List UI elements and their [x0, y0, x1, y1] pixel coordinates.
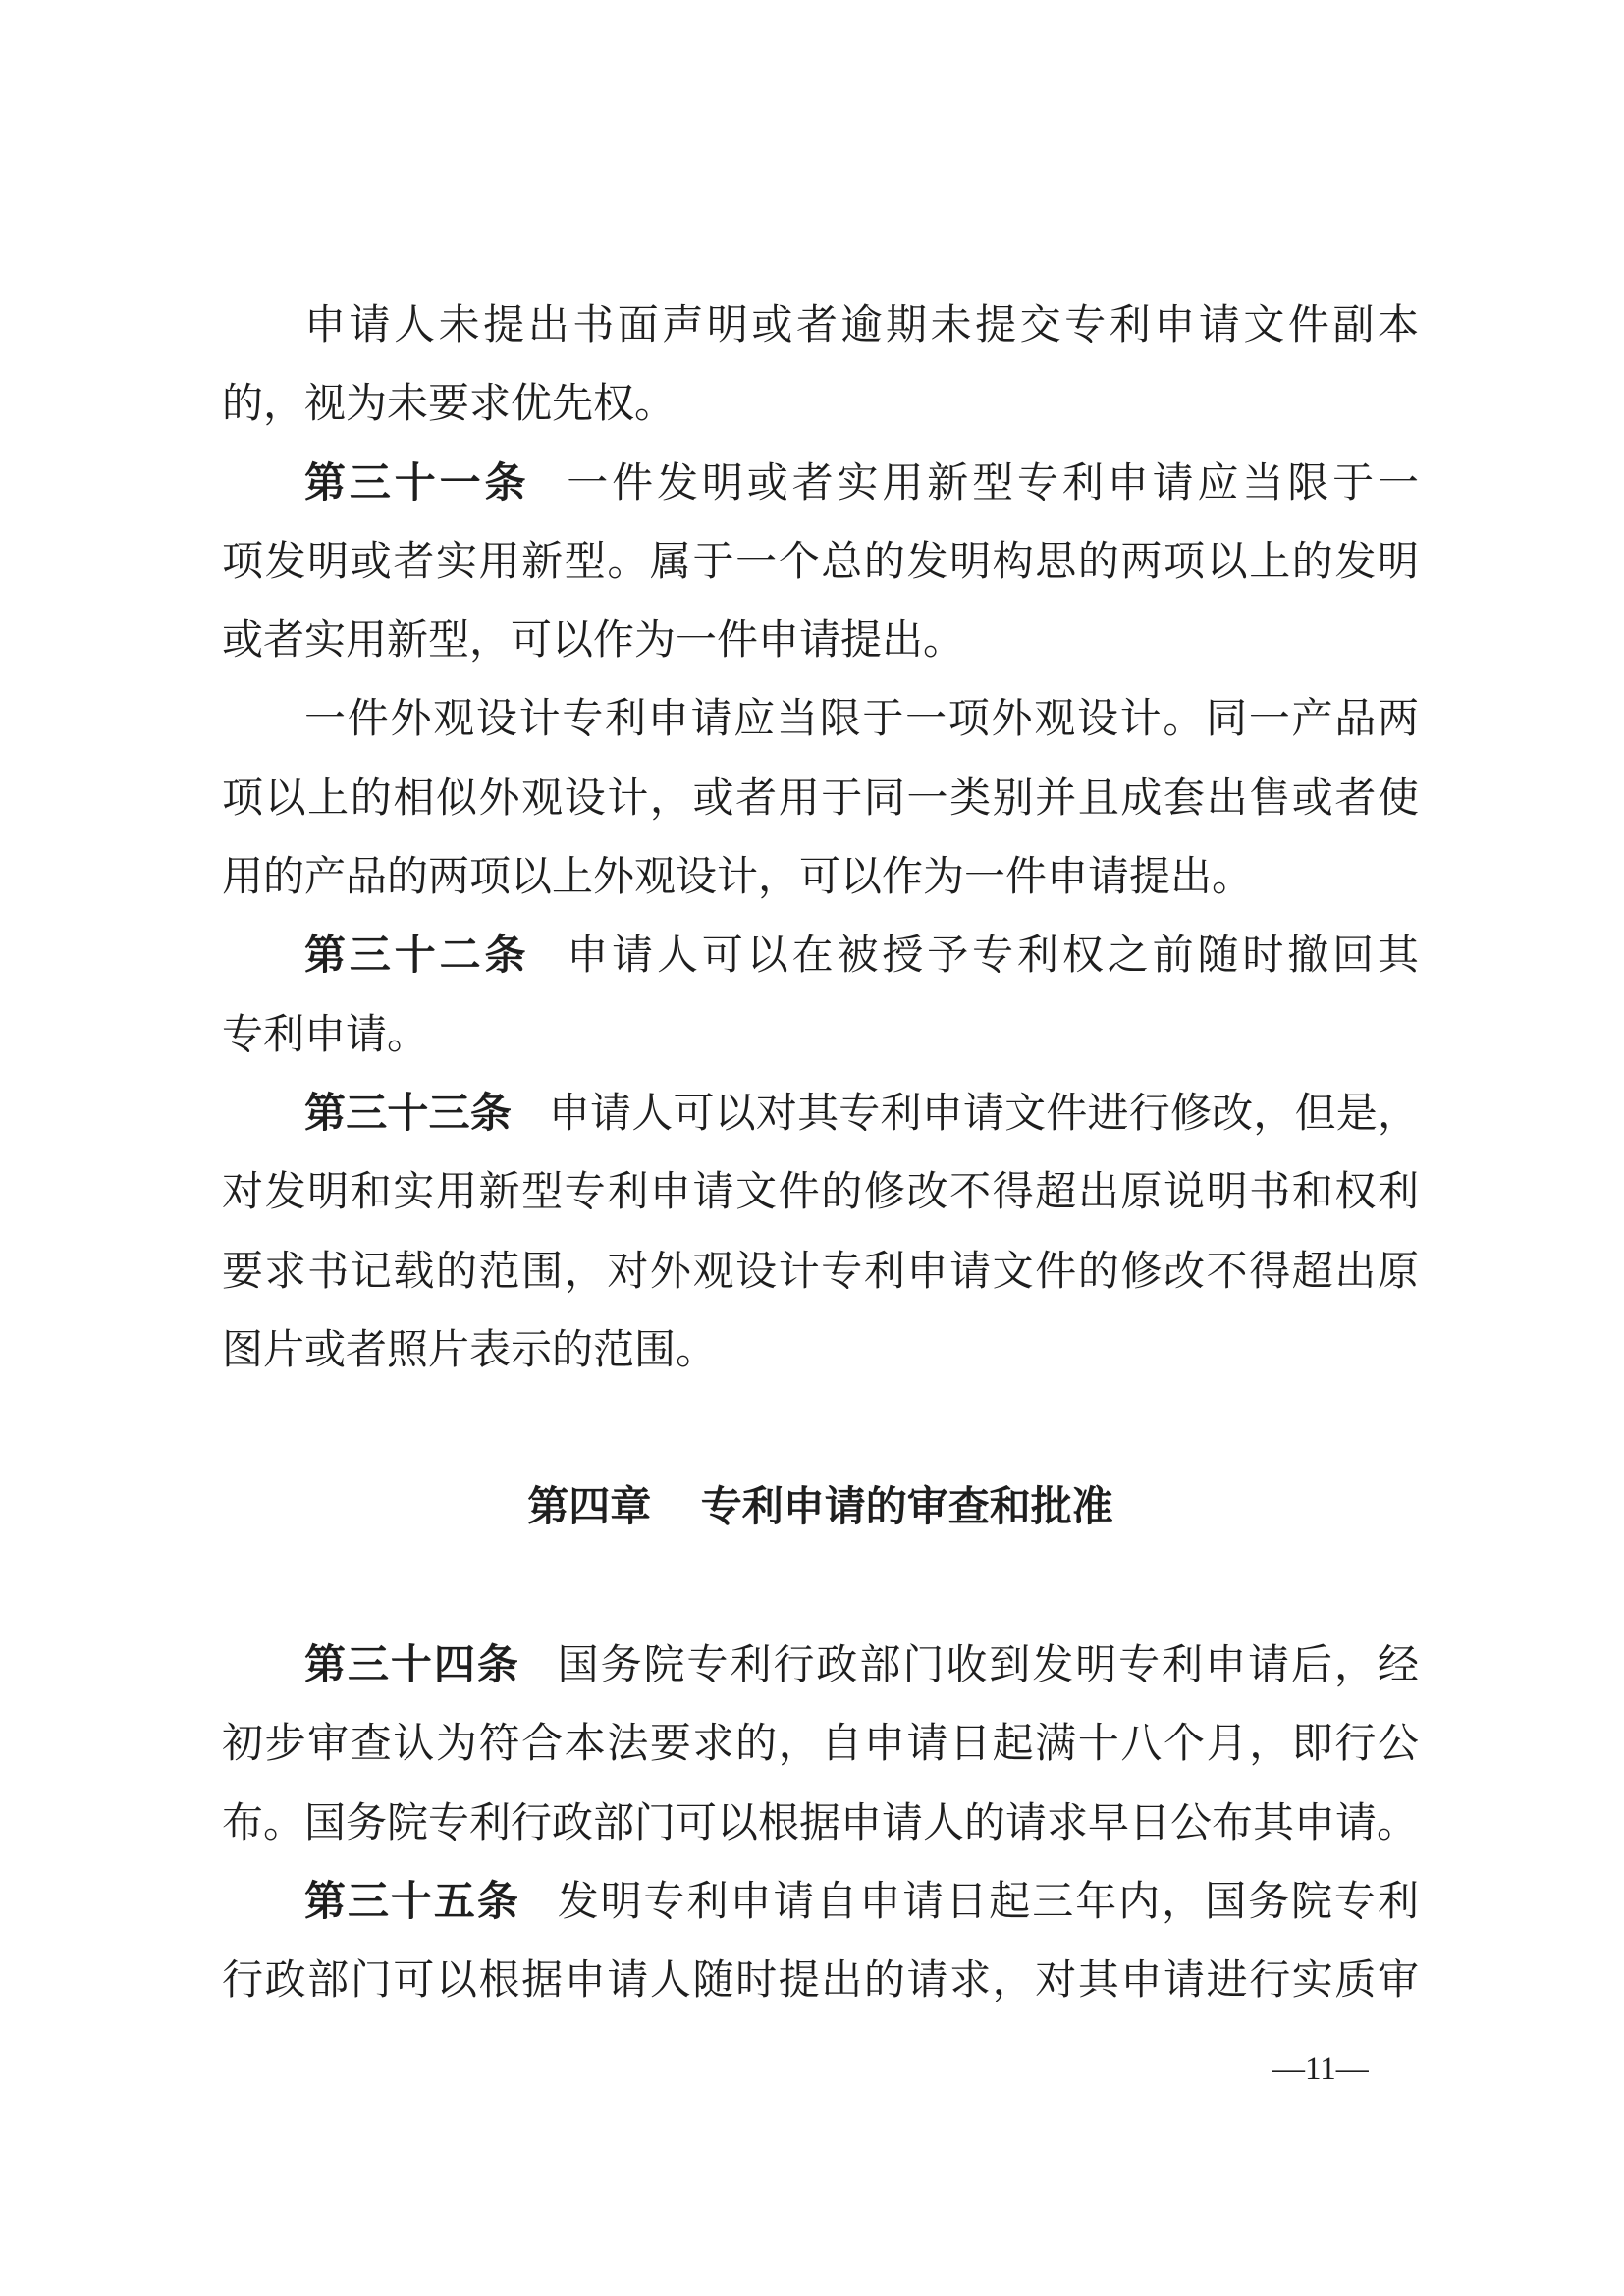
- text-line: 对发明和实用新型专利申请文件的修改不得超出原说明书和权利: [222, 1167, 1419, 1216]
- article-34-paragraph: [222, 1626, 1419, 1862]
- article-label: 第三十五条: [304, 1876, 520, 1925]
- chapter-number: 第四章: [527, 1482, 652, 1531]
- text-line: 项以上的相似外观设计，或者用于同一类别并且成套出售或者使: [222, 773, 1419, 822]
- text-line: [222, 1862, 1419, 1941]
- priority-declaration-paragraph: [222, 286, 1419, 444]
- article-text: 一件发明或者实用新型专利申请应当限于一: [567, 457, 1419, 507]
- text-line: 布。国务院专利行政部门可以根据申请人的请求早日公布其申请。: [222, 1797, 1419, 1846]
- article-33-paragraph: [222, 1074, 1419, 1389]
- article-35-paragraph: [222, 1862, 1419, 2020]
- article-31-design-paragraph: [222, 679, 1419, 916]
- text-line: 图片或者照片表示的范围。: [222, 1324, 718, 1373]
- text-line: [222, 1074, 1419, 1152]
- text-line: 的，视为未要求优先权。: [222, 379, 677, 428]
- article-text: 发明专利申请自申请日起三年内，国务院专利: [557, 1876, 1419, 1925]
- text-line: 要求书记载的范围，对外观设计专利申请文件的修改不得超出原: [222, 1246, 1419, 1295]
- text-line: 用的产品的两项以上外观设计，可以作为一件申请提出。: [222, 852, 1254, 901]
- text-line: 一件外观设计专利申请应当限于一项外观设计。同一产品两: [304, 694, 1419, 743]
- chapter-heading: [222, 1468, 1419, 1546]
- article-31-paragraph: [222, 444, 1419, 680]
- article-label: 第三十三条: [304, 1088, 513, 1137]
- article-label: 第三十一条: [304, 457, 530, 507]
- chapter-title: 专利申请的审查和批准: [700, 1482, 1113, 1531]
- article-label: 第三十四条: [304, 1640, 520, 1689]
- page-number: —11—: [1272, 2052, 1369, 2087]
- article-text: 申请人可以在被授予专利权之前随时撤回其: [567, 931, 1419, 980]
- article-text: 国务院专利行政部门收到发明专利申请后，经: [557, 1640, 1419, 1689]
- article-label: 第三十二条: [304, 931, 530, 980]
- text-line: [222, 1626, 1419, 1704]
- text-line: [222, 444, 1419, 522]
- text-line: 初步审查认为符合本法要求的，自申请日起满十八个月，即行公: [222, 1719, 1419, 1768]
- text-line: 申请人未提出书面声明或者逾期未提交专利申请文件副本: [304, 300, 1419, 348]
- text-line: 或者实用新型，可以作为一件申请提出。: [222, 615, 965, 665]
- text-line: [222, 916, 1419, 994]
- text-line: 专利申请。: [222, 1009, 429, 1058]
- text-line: 项发明或者实用新型。属于一个总的发明构思的两项以上的发明: [222, 536, 1419, 585]
- text-line: 行政部门可以根据申请人随时提出的请求，对其申请进行实质审: [222, 1955, 1419, 2004]
- document-body: [222, 286, 1419, 2020]
- article-text: 申请人可以对其专利申请文件进行修改，但是，: [548, 1088, 1419, 1137]
- article-32-paragraph: [222, 916, 1419, 1074]
